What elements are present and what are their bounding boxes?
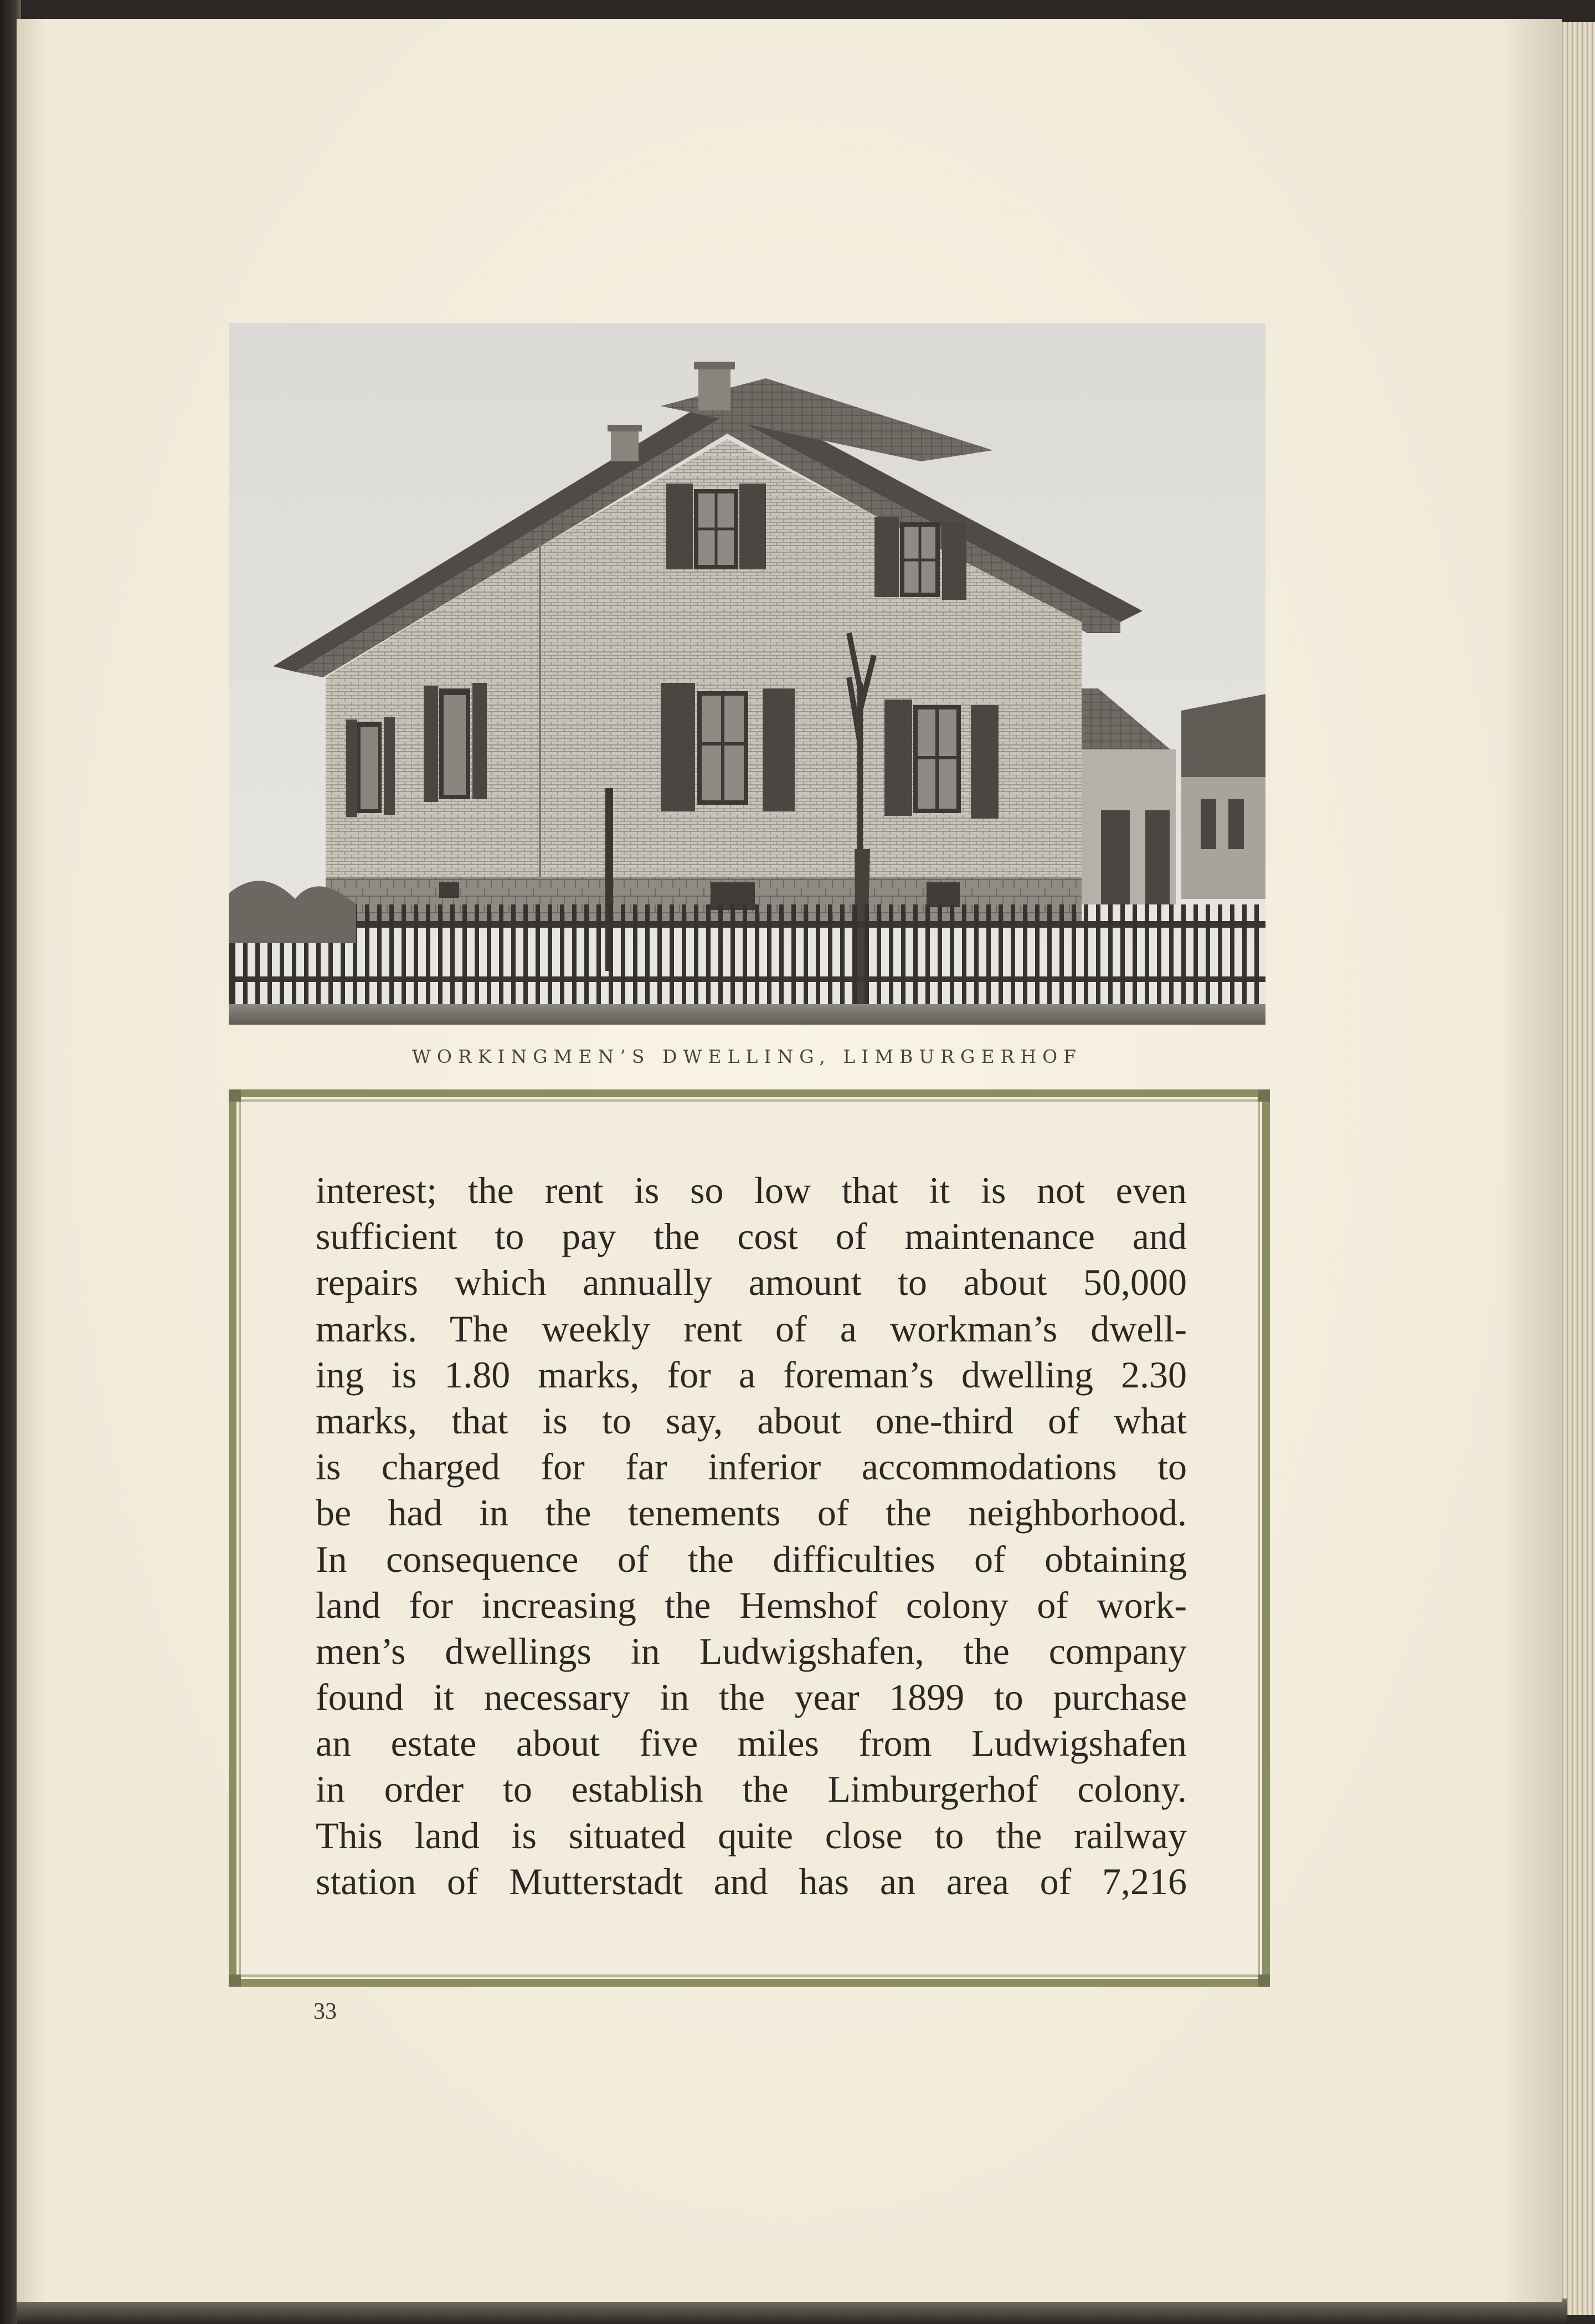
text-line: repairs which annually amount to about 50,000	[316, 1261, 1187, 1304]
text-line: in order to establish the Limburgerhof colony.	[316, 1768, 1187, 1811]
frame-corner-ornament	[229, 1089, 241, 1102]
house-photograph	[229, 323, 1265, 1025]
text-line: station of Mutterstadt and has an area of 7,216	[316, 1860, 1187, 1903]
body-paragraph	[316, 1168, 1187, 1905]
text-line: land for increasing the Hemshof colony of work-	[316, 1583, 1187, 1626]
frame-corner-ornament	[1258, 1975, 1270, 1987]
text-line: This land is situated quite close to the railway	[316, 1814, 1187, 1857]
text-line: interest; the rent is so low that it is not even	[316, 1169, 1187, 1211]
text-line: an estate about five miles from Ludwigshafen	[316, 1722, 1187, 1765]
text-line: sufficient to pay the cost of maintenance and	[316, 1215, 1187, 1258]
text-line: In consequence of the difficulties of obtaining	[316, 1538, 1187, 1580]
text-line: be had in the tenements of the neighborhood.	[316, 1492, 1187, 1534]
text-line: marks, that is to say, about one-third of what	[316, 1399, 1187, 1442]
page-number: 33	[313, 1999, 337, 2024]
frame-corner-ornament	[1258, 1089, 1270, 1102]
frame-corner-ornament	[229, 1975, 241, 1987]
text-line: marks. The weekly rent of a workman’s dwell-	[316, 1307, 1187, 1350]
text-line: found it necessary in the year 1899 to purchase	[316, 1676, 1187, 1719]
text-line: is charged for far inferior accommodations to	[316, 1446, 1187, 1488]
text-line: men’s dwellings in Ludwigshafen, the company	[316, 1629, 1187, 1672]
text-line: ing is 1.80 marks, for a foreman’s dwelling 2.30	[316, 1353, 1187, 1396]
page-bottom-edge	[17, 2299, 1567, 2324]
photo-caption: WORKINGMEN’S DWELLING, LIMBURGERHOF	[411, 1046, 1083, 1067]
